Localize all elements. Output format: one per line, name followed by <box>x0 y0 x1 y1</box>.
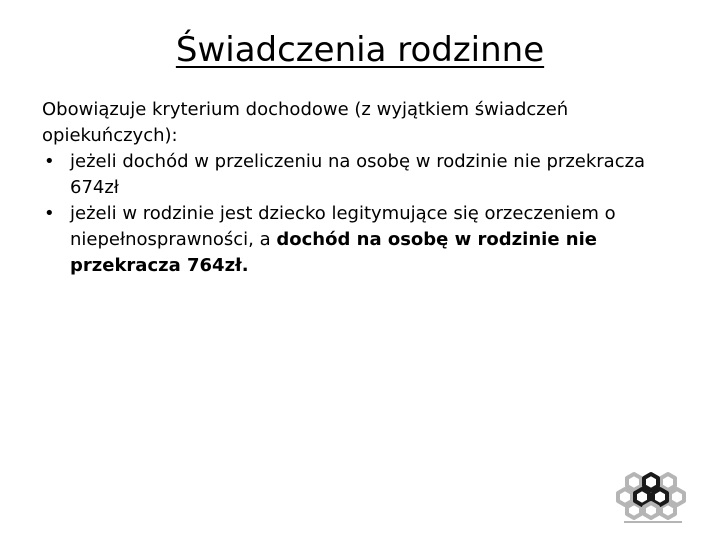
bullet-text: jeżeli dochód w przeliczeniu na osobę w rodzinie nie przekracza 674zł <box>70 151 646 198</box>
bullet-text-emphasis: dochód na osobę w rodzinie nie przekracza 764zł. <box>70 229 597 276</box>
bullet-text: jeżeli w rodzinie jest dziecko legitymujące się orzeczeniem o niepełnosprawności, a <box>70 203 616 250</box>
bullet-marker: • <box>44 203 55 224</box>
list-item <box>42 201 682 279</box>
bullet-marker: • <box>44 151 55 172</box>
intro-text: Obowiązuje kryterium dochodowe (z wyjątkiem świadczeń opiekuńczych): <box>42 99 569 146</box>
slide-title <box>0 28 720 72</box>
list-item <box>42 149 682 201</box>
slide-title-text: Świadczenia rodzinne <box>175 30 545 70</box>
criteria-list <box>42 149 682 279</box>
hexagon-logo-icon <box>616 470 690 526</box>
slide-body <box>42 97 682 279</box>
